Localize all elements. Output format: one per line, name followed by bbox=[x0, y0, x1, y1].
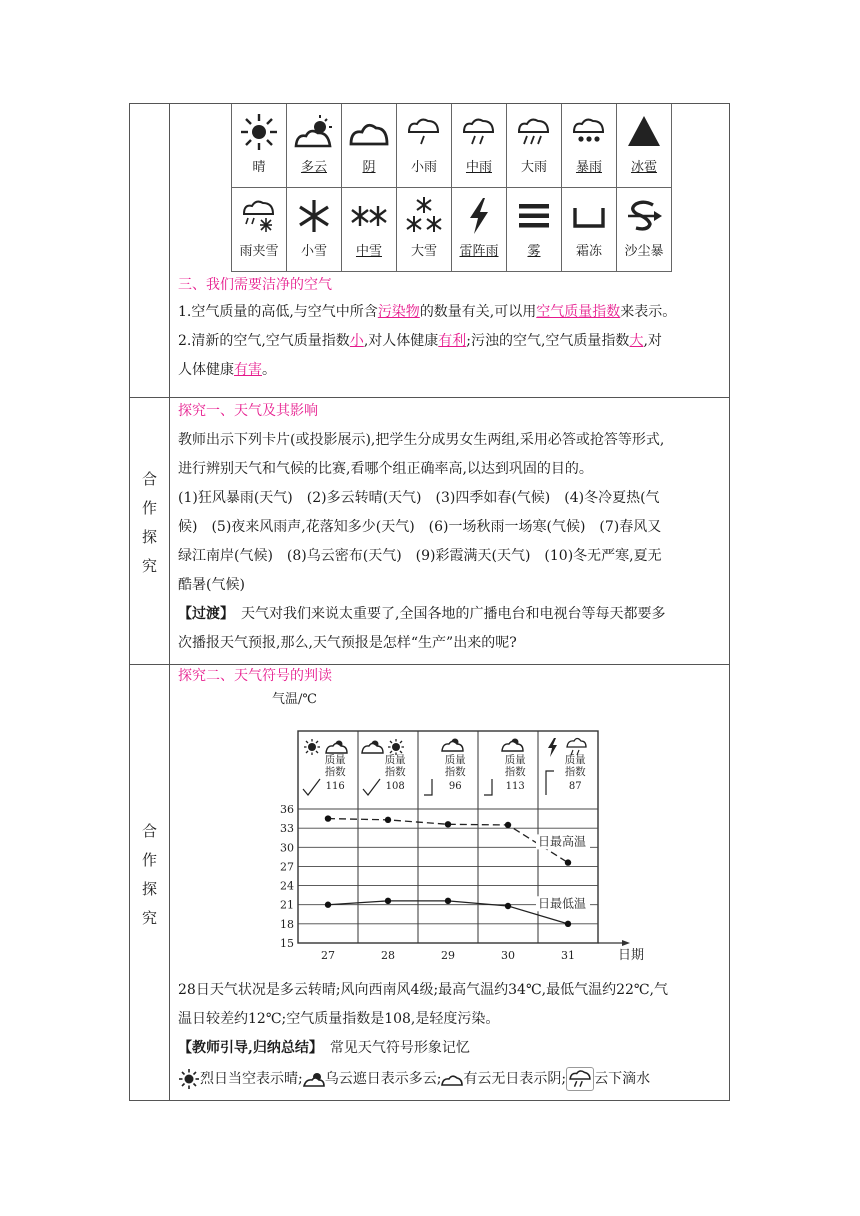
series-point bbox=[565, 859, 571, 865]
series-point bbox=[445, 821, 451, 827]
aqi-value: 108 bbox=[385, 781, 405, 792]
symbol-label: 雨夹雪 bbox=[239, 244, 279, 259]
guide-line bbox=[178, 1034, 723, 1063]
text-run: 2.清新的空气,空气质量指数 bbox=[178, 333, 350, 349]
symbol-cell bbox=[617, 104, 672, 188]
row-explore1 bbox=[130, 398, 730, 665]
sun-icon bbox=[178, 1069, 200, 1089]
weather-chart-svg bbox=[270, 691, 690, 981]
x-axis-label: 日期 bbox=[618, 948, 645, 963]
y-tick-label: 21 bbox=[280, 898, 294, 912]
sun-ray bbox=[390, 741, 392, 743]
y-tick-label: 33 bbox=[280, 822, 294, 836]
symbol-cell bbox=[562, 104, 617, 188]
hail-icon bbox=[624, 112, 664, 152]
x-axis-arrow bbox=[622, 940, 630, 946]
memory-line bbox=[178, 1065, 723, 1094]
aqi-label: 指数 bbox=[384, 766, 406, 778]
x-tick-label: 29 bbox=[441, 949, 455, 962]
transition-label: 【过渡】 bbox=[178, 606, 227, 622]
light-rain-icon bbox=[567, 739, 586, 748]
text-run: ,对 bbox=[643, 333, 662, 349]
explore1-line: 教师出示下列卡片(或投影展示),把学生分成男女生两组,采用必答或抢答等形式, bbox=[178, 432, 665, 448]
sun-icon bbox=[308, 743, 316, 751]
heavy-rain-icon bbox=[514, 112, 554, 152]
symbol-cell bbox=[397, 104, 452, 188]
explore1-cell bbox=[170, 398, 730, 665]
symbol-label: 暴雨 bbox=[575, 160, 602, 175]
weather-symbol-grid bbox=[231, 103, 672, 272]
aqi-value: 116 bbox=[325, 781, 345, 792]
y-tick-label: 30 bbox=[280, 841, 294, 855]
y-tick-label: 36 bbox=[280, 803, 294, 816]
symbol-cell bbox=[232, 104, 287, 188]
aqi-good-mark bbox=[303, 779, 320, 795]
side-cell-empty bbox=[130, 104, 170, 398]
explore2-desc: 28日天气状况是多云转晴;风向西南风4级;最高气温约34℃,最低气温约22℃,气 bbox=[178, 982, 669, 998]
aqi-label: 指数 bbox=[444, 766, 466, 778]
symbol-label: 霜冻 bbox=[575, 244, 602, 259]
series-point bbox=[445, 898, 451, 904]
answer-small: 小 bbox=[349, 333, 364, 349]
symbol-cell bbox=[507, 188, 562, 272]
lesson-table bbox=[129, 103, 730, 1101]
row-symbols bbox=[130, 104, 730, 398]
series-label: 日最低温 bbox=[538, 896, 587, 911]
symbol-label: 小雪 bbox=[300, 244, 327, 259]
symbol-cell bbox=[342, 188, 397, 272]
aqi-label: 指数 bbox=[504, 766, 526, 778]
memory-overcast: 有云无日表示阴; bbox=[463, 1071, 567, 1087]
aqi-mild-mark bbox=[424, 779, 432, 795]
sun-ray bbox=[306, 751, 308, 753]
symbol-cell bbox=[397, 188, 452, 272]
text-run: 来表示。 bbox=[620, 304, 677, 320]
explore1-line: 酷暑(气候) bbox=[178, 577, 245, 593]
weather-chart bbox=[270, 691, 690, 981]
light-snow-icon bbox=[294, 196, 334, 236]
explore2-cell bbox=[170, 665, 730, 1101]
symbol-cell bbox=[342, 104, 397, 188]
series-point bbox=[385, 898, 391, 904]
sun-ray bbox=[400, 751, 402, 753]
y-axis-label: 气温/℃ bbox=[272, 692, 317, 707]
symbol-label: 多云 bbox=[300, 160, 327, 175]
aqi-label: 质量 bbox=[384, 754, 406, 766]
symbols-cell bbox=[170, 104, 730, 398]
side-label: 合作探究 bbox=[140, 822, 158, 939]
cloud-icon bbox=[442, 742, 463, 752]
y-tick-label: 24 bbox=[280, 879, 294, 893]
aqi-value: 87 bbox=[568, 781, 582, 792]
text-run: 天气对我们来说太重要了,全国各地的广播电台和电视台等每天都要多 bbox=[227, 606, 666, 622]
answer-harmful: 有害 bbox=[234, 362, 262, 378]
symbol-label: 沙尘暴 bbox=[624, 244, 664, 259]
text-run: 1.空气质量的高低,与空气中所含 bbox=[178, 304, 378, 320]
symbol-cell bbox=[287, 188, 342, 272]
partly-cloudy-icon bbox=[294, 112, 334, 152]
cloud-icon bbox=[362, 744, 383, 754]
text-run: 常见天气符号形象记忆 bbox=[315, 1040, 470, 1056]
thunderstorm-icon bbox=[548, 738, 557, 757]
series-point bbox=[505, 903, 511, 909]
symbol-label: 小雨 bbox=[410, 160, 437, 175]
text-run: 。 bbox=[262, 362, 276, 378]
cloud-icon bbox=[441, 1069, 463, 1089]
explore1-line: 进行辨别天气和气候的比赛,看哪个组正确率高,以达到巩固的目的。 bbox=[178, 461, 593, 477]
aqi-label: 指数 bbox=[564, 766, 586, 778]
explore1-line: 绿江南岸(气候) (8)乌云密布(天气) (9)彩霞满天(天气) (10)冬无严寒,夏无 bbox=[178, 548, 662, 564]
sun-ray bbox=[316, 741, 318, 743]
aqi-label: 质量 bbox=[324, 754, 346, 766]
sun-icon bbox=[392, 743, 400, 751]
symbol-label: 阴 bbox=[362, 160, 376, 175]
transition-line: 次播报天气预报,那么,天气预报是怎样“生产”出来的呢? bbox=[178, 635, 517, 651]
series-point bbox=[565, 921, 571, 927]
text-run: 人体健康 bbox=[178, 362, 234, 378]
cloud-icon bbox=[326, 744, 347, 754]
light-rain-icon bbox=[566, 1067, 594, 1091]
y-tick-label: 18 bbox=[280, 917, 294, 931]
symbol-label: 雾 bbox=[527, 244, 541, 259]
side-cell-explore1 bbox=[130, 398, 170, 665]
symbol-label: 雷阵雨 bbox=[459, 244, 499, 259]
section3-p1 bbox=[178, 297, 723, 327]
aqi-mild-mark bbox=[484, 779, 492, 795]
aqi-level-mark bbox=[546, 771, 554, 795]
fog-icon bbox=[514, 196, 554, 236]
series-point bbox=[325, 902, 331, 908]
series-label: 日最高温 bbox=[538, 834, 587, 849]
aqi-label: 指数 bbox=[324, 766, 346, 778]
aqi-value: 96 bbox=[448, 781, 462, 792]
symbol-cell bbox=[452, 104, 507, 188]
y-tick-label: 15 bbox=[280, 937, 294, 950]
side-label: 合作探究 bbox=[140, 471, 158, 587]
series-point bbox=[385, 817, 391, 823]
cloud-icon bbox=[502, 742, 523, 752]
sun-ray bbox=[390, 751, 392, 753]
text-run: 的数量有关,可以用 bbox=[419, 304, 537, 320]
symbol-cell bbox=[507, 104, 562, 188]
explore1-line: 候) (5)夜来风雨声,花落知多少(天气) (6)一场秋雨一场寒(气候) (7)春风又 bbox=[178, 519, 662, 535]
sun-icon bbox=[239, 112, 279, 152]
symbol-label: 中雨 bbox=[465, 160, 492, 175]
symbol-cell bbox=[287, 104, 342, 188]
explore2-desc: 温日较差约12℃;空气质量指数是108,是轻度污染。 bbox=[178, 1011, 500, 1027]
guide-label: 【教师引导,归纳总结】 bbox=[178, 1040, 316, 1056]
series-point bbox=[505, 822, 511, 828]
section3-p2 bbox=[178, 327, 723, 385]
x-tick-label: 30 bbox=[501, 949, 515, 962]
answer-pollutant: 污染物 bbox=[377, 304, 420, 320]
aqi-label: 质量 bbox=[444, 754, 466, 766]
moderate-snow-icon bbox=[349, 196, 389, 236]
sleet-icon bbox=[239, 196, 279, 236]
memory-cloudy: 乌云遮日表示多云; bbox=[324, 1071, 442, 1087]
explore1-line: (1)狂风暴雨(天气) (2)多云转晴(天气) (3)四季如春(气候) (4)冬冷夏热(气 bbox=[178, 490, 660, 506]
symbol-label: 中雪 bbox=[355, 244, 382, 259]
symbol-label: 冰雹 bbox=[630, 160, 657, 175]
symbol-label: 大雪 bbox=[410, 244, 437, 259]
answer-aqi: 空气质量指数 bbox=[536, 304, 621, 320]
aqi-label: 质量 bbox=[564, 754, 586, 766]
explore2-heading: 探究二、天气符号的判读 bbox=[178, 668, 332, 684]
sun-ray bbox=[316, 751, 318, 753]
aqi-good-mark bbox=[363, 779, 380, 795]
symbol-label: 大雨 bbox=[520, 160, 547, 175]
series-point bbox=[325, 815, 331, 821]
side-cell-explore2 bbox=[130, 665, 170, 1101]
thunderstorm-icon bbox=[459, 196, 499, 236]
symbol-label: 晴 bbox=[252, 160, 266, 175]
answer-large: 大 bbox=[629, 333, 644, 349]
memory-rain: 云下滴水 bbox=[594, 1071, 651, 1087]
symbol-cell bbox=[562, 188, 617, 272]
aqi-label: 质量 bbox=[504, 754, 526, 766]
transition-line bbox=[178, 600, 723, 629]
sun-ray bbox=[306, 741, 308, 743]
y-tick-label: 27 bbox=[280, 860, 294, 874]
aqi-value: 113 bbox=[505, 781, 525, 792]
symbol-cell bbox=[452, 188, 507, 272]
section3-heading: 三、我们需要洁净的空气 bbox=[178, 277, 332, 293]
sun-ray bbox=[400, 741, 402, 743]
cloud-icon bbox=[349, 112, 389, 152]
symbol-cell bbox=[232, 188, 287, 272]
moderate-rain-icon bbox=[459, 112, 499, 152]
memory-sunny: 烈日当空表示晴; bbox=[200, 1071, 303, 1087]
sandstorm-icon bbox=[624, 196, 664, 236]
partly-cloudy-icon bbox=[303, 1069, 325, 1089]
x-tick-label: 31 bbox=[561, 949, 575, 962]
explore1-heading: 探究一、天气及其影响 bbox=[178, 403, 318, 419]
light-rain-icon bbox=[404, 112, 444, 152]
rainstorm-icon bbox=[569, 112, 609, 152]
row-explore2 bbox=[130, 665, 730, 1101]
x-tick-label: 27 bbox=[321, 949, 335, 962]
text-run: ;污浊的空气,空气质量指数 bbox=[466, 333, 630, 349]
heavy-snow-icon bbox=[404, 196, 444, 236]
frost-icon bbox=[569, 196, 609, 236]
x-tick-label: 28 bbox=[381, 949, 395, 962]
answer-beneficial: 有利 bbox=[438, 333, 467, 349]
text-run: ,对人体健康 bbox=[363, 333, 439, 349]
symbol-cell bbox=[617, 188, 672, 272]
